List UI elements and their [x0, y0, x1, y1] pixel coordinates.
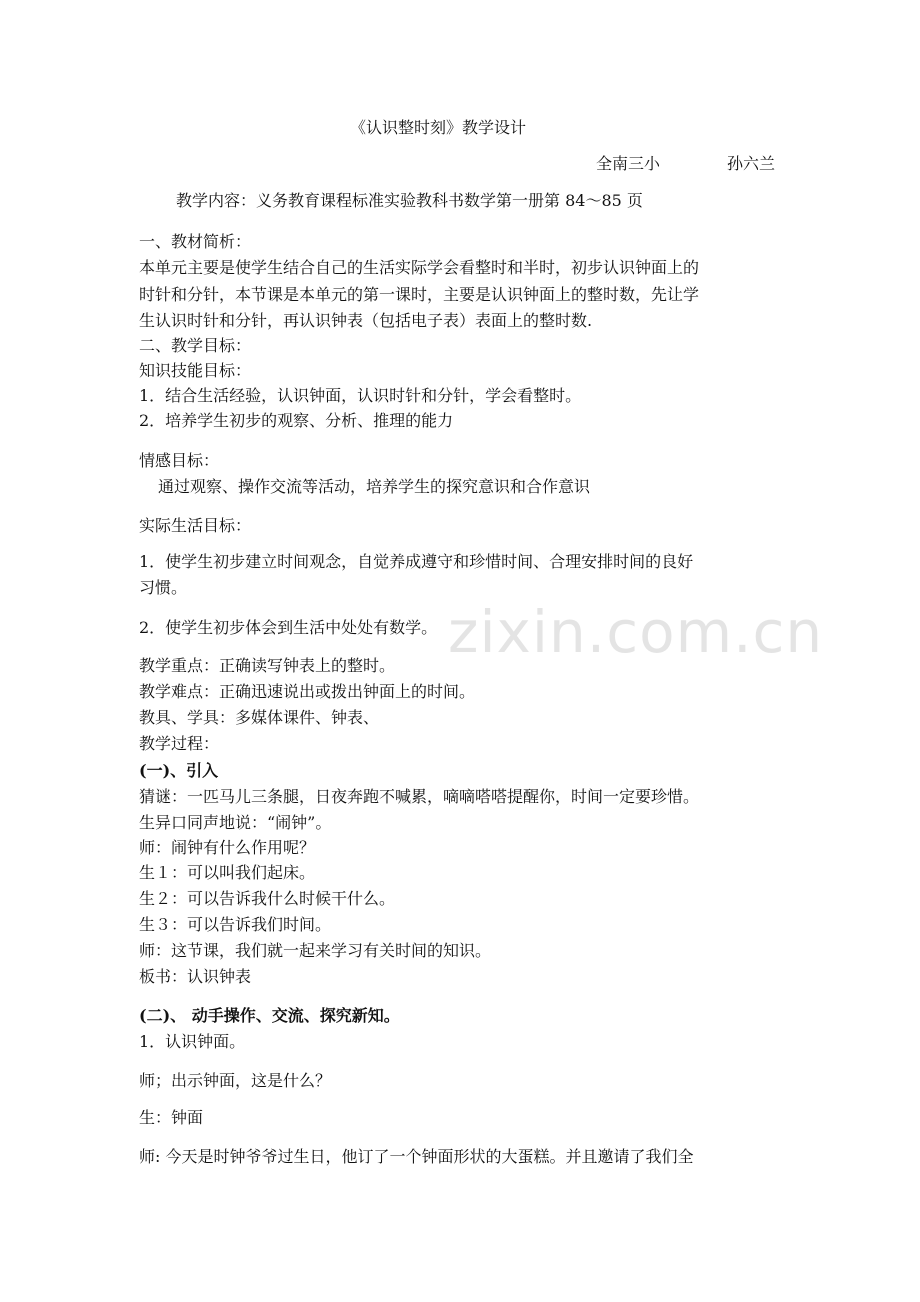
life-goal-label: 实际生活目标：: [139, 516, 252, 535]
materials-line: 本单元主要是使学生结合自己的生活实际学会看整时和半时，初步认识钟面上的: [139, 258, 700, 277]
knowledge-goal-item: 2．培养学生初步的观察、分析、推理的能力: [139, 411, 454, 430]
key-point: 教学重点：正确读写钟表上的整时。: [139, 656, 396, 675]
dialog-line: 师；出示钟面，这是什么？: [139, 1071, 332, 1090]
intro-line: 师：闹钟有什么作用呢？: [139, 838, 316, 857]
life-goal-item: 习惯。: [139, 578, 188, 597]
intro-line: 生２：可以告诉我什么时候干什么。: [139, 889, 396, 908]
section-heading-goals: 二、教学目标：: [139, 336, 252, 355]
materials-line: 生认识时针和分针，再认识钟表（包括电子表）表面上的整时数.: [139, 311, 593, 330]
teaching-content: 教学内容：义务教育课程标准实验教科书数学第一册第 84～85 页: [176, 191, 643, 210]
process-label: 教学过程：: [139, 734, 220, 753]
intro-line: 生１：可以叫我们起床。: [139, 863, 316, 882]
intro-line: 猜谜：一匹马儿三条腿，日夜奔跑不喊累，嘀嘀嗒嗒提醒你，时间一定要珍惜。: [139, 787, 700, 806]
teaching-tools: 教具、学具：多媒体课件、钟表、: [139, 708, 380, 727]
school-name: 全南三小: [596, 154, 661, 173]
difficulty-point: 教学难点：正确迅速说出或拨出钟面上的时间。: [139, 682, 476, 701]
intro-line: 生异口同声地说：“闹钟”。: [139, 813, 332, 832]
author-name: 孙六兰: [727, 154, 776, 173]
page-title: 《认识整时刻》教学设计: [350, 118, 527, 137]
section-heading-materials: 一、教材简析：: [139, 232, 252, 251]
step-heading-intro: (一)、引入: [139, 761, 219, 780]
step-heading-explore: (二)、 动手操作、交流、探究新知。: [139, 1006, 400, 1025]
emotion-goal-label: 情感目标：: [139, 451, 220, 470]
intro-line: 生３：可以告诉我们时间。: [139, 915, 332, 934]
emotion-goal-text: 通过观察、操作交流等活动，培养学生的探究意识和合作意识: [158, 477, 591, 496]
dialog-line: 师: 今天是时钟爷爷过生日，他订了一个钟面形状的大蛋糕。并且邀请了我们全: [139, 1147, 694, 1166]
knowledge-goal-item: 1．结合生活经验，认识钟面，认识时针和分针，学会看整时。: [139, 386, 582, 405]
knowledge-goal-label: 知识技能目标：: [139, 361, 252, 380]
intro-line: 板书：认识钟表: [139, 967, 252, 986]
materials-line: 时针和分针，本节课是本单元的第一课时，主要是认识钟面上的整时数，先让学: [139, 285, 700, 304]
life-goal-item: 1．使学生初步建立时间观念，自觉养成遵守和珍惜时间、合理安排时间的良好: [139, 552, 694, 571]
explore-subheading: 1．认识钟面。: [139, 1032, 246, 1051]
dialog-line: 生：钟面: [139, 1108, 204, 1127]
watermark: zixin.com.cn: [448, 598, 824, 666]
life-goal-item: 2．使学生初步体会到生活中处处有数学。: [139, 618, 438, 637]
intro-line: 师：这节课，我们就一起来学习有关时间的知识。: [139, 941, 492, 960]
